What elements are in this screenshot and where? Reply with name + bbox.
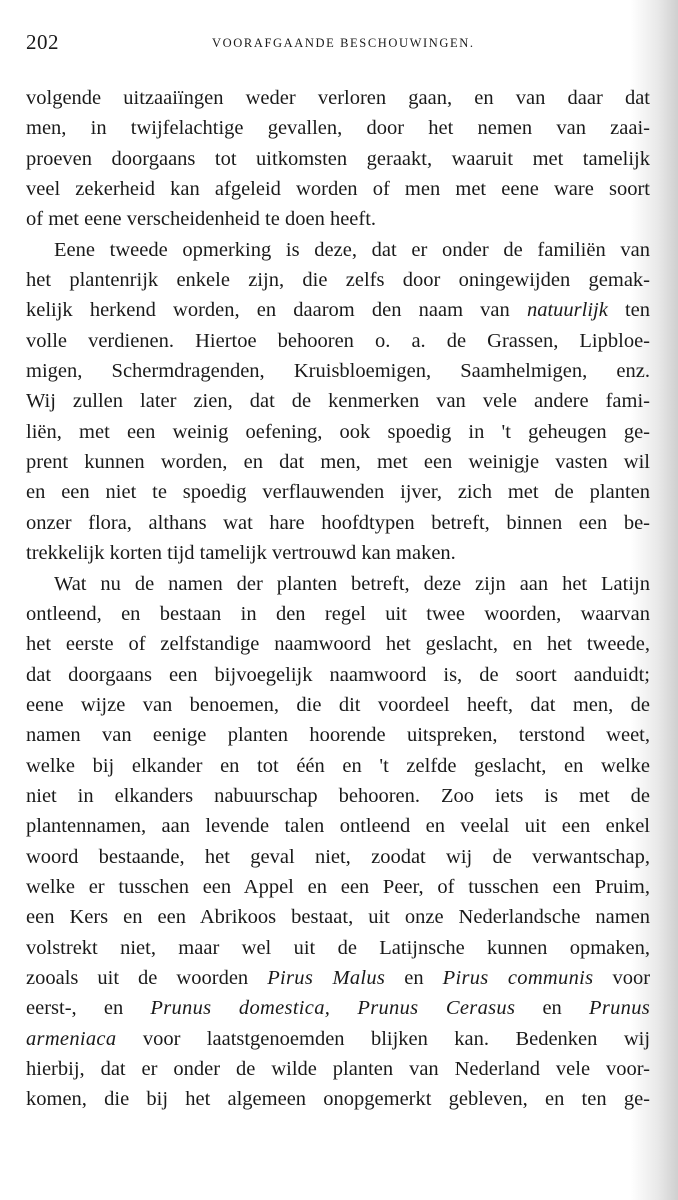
text-line: ontleend, en bestaan in den regel uit twee woorden, waarvan: [26, 602, 650, 625]
text-line: een Kers en een Abrikoos bestaat, uit onze Nederlandsche namen: [26, 906, 650, 929]
text-segment: kelijk herkend worden, en daarom den naam van: [26, 299, 510, 322]
text-line-mixed: [26, 963, 650, 993]
text-line: of met eene verscheidenheid te doen heeft.: [26, 208, 377, 231]
paragraph-start-line: Wat nu de namen der planten betreft, deze zijn aan het Latijn: [54, 572, 650, 595]
text-line: liën, met een weinig oefening, ook spoedig in 't geheugen ge-: [26, 420, 650, 443]
text-line: woord bestaande, het geval niet, zoodat wij de verwantschap,: [26, 845, 650, 868]
text-segment: voor laatstgenoemden blijken kan. Bedenken wij: [142, 1027, 651, 1050]
page-number: 202: [26, 30, 59, 54]
text-line: proeven doorgaans tot uitkomsten geraakt, waaruit met tamelijk: [26, 147, 650, 170]
text-line: welke er tusschen een Appel en een Peer, of tusschen een Pruim,: [26, 875, 650, 898]
text-line: komen, die bij het algemeen onopgemerkt gebleven, en ten ge-: [26, 1088, 650, 1111]
species-name: Prunus: [589, 997, 651, 1020]
text-line-mixed: [26, 295, 650, 325]
species-name: Prunus Cerasus: [357, 997, 516, 1020]
text-line: dat doorgaans een bijvoegelijk naamwoord is, de soort aanduidt;: [26, 663, 650, 686]
italic-term: natuurlijk: [526, 299, 608, 322]
running-head: VOORAFGAANDE BESCHOUWINGEN.: [212, 36, 475, 50]
body-text: [26, 83, 650, 1115]
text-line: en een niet te spoedig verflauwenden ijver, zich met de planten: [26, 481, 650, 504]
species-name: armeniaca: [26, 1027, 117, 1050]
text-line: prent kunnen worden, en dat men, met een weinigje vasten wil: [26, 451, 650, 474]
text-line: men, in twijfelachtige gevallen, door het nemen van zaai-: [26, 117, 650, 140]
text-line: namen van eenige planten hoorende uitspreken, terstond weet,: [26, 724, 650, 747]
text-line: volle verdienen. Hiertoe behooren o. a. de Grassen, Lipbloe-: [26, 329, 650, 352]
text-line: plantennamen, aan levende talen ontleend en veelal uit een enkel: [26, 815, 650, 838]
text-line: het plantenrijk enkele zijn, die zelfs door oningewijden gemak-: [26, 269, 650, 292]
text-segment: zooals uit de woorden: [26, 966, 249, 989]
text-line-mixed: [26, 993, 650, 1023]
text-line-mixed: [26, 1024, 650, 1054]
text-line: volgende uitzaaiïngen weder verloren gaan, en van daar dat: [26, 87, 650, 109]
text-segment: eerst-, en: [26, 997, 124, 1020]
text-line: volstrekt niet, maar wel uit de Latijnsche kunnen opmaken,: [26, 936, 650, 959]
text-line: welke bij elkander en tot één en 't zelfde geslacht, en welke: [26, 754, 650, 777]
text-line: eene wijze van benoemen, die dit voordeel heeft, dat men, de: [26, 693, 650, 716]
text-line: hierbij, dat er onder de wilde planten van Nederland vele voor-: [26, 1058, 650, 1080]
text-segment: en: [404, 966, 424, 989]
text-line: veel zekerheid kan afgeleid worden of men met eene ware soort: [26, 178, 650, 201]
text-segment: voor: [612, 966, 651, 989]
species-name: Pirus communis: [442, 966, 594, 989]
text-line: Wij zullen later zien, dat de kenmerken van vele andere fami-: [26, 390, 650, 413]
species-name: Prunus domestica,: [150, 997, 331, 1020]
text-line: onzer flora, althans wat hare hoofdtypen betreft, binnen een be-: [26, 511, 650, 534]
page-header: [26, 30, 650, 58]
species-name: Pirus Malus: [267, 966, 386, 989]
text-line: migen, Schermdragenden, Kruisbloemigen, Saamhelmigen, enz.: [26, 360, 650, 383]
text-line: het eerste of zelfstandige naamwoord het geslacht, en het tweede,: [26, 633, 650, 656]
text-line: trekkelijk korten tijd tamelijk vertrouwd kan maken.: [26, 542, 456, 565]
text-segment: ten: [624, 299, 651, 322]
text-line: niet in elkanders nabuurschap behooren. Zoo iets is met de: [26, 784, 650, 807]
text-segment: en: [542, 997, 562, 1020]
paragraph-start-line: Eene tweede opmerking is deze, dat er onder de familiën van: [54, 238, 650, 261]
